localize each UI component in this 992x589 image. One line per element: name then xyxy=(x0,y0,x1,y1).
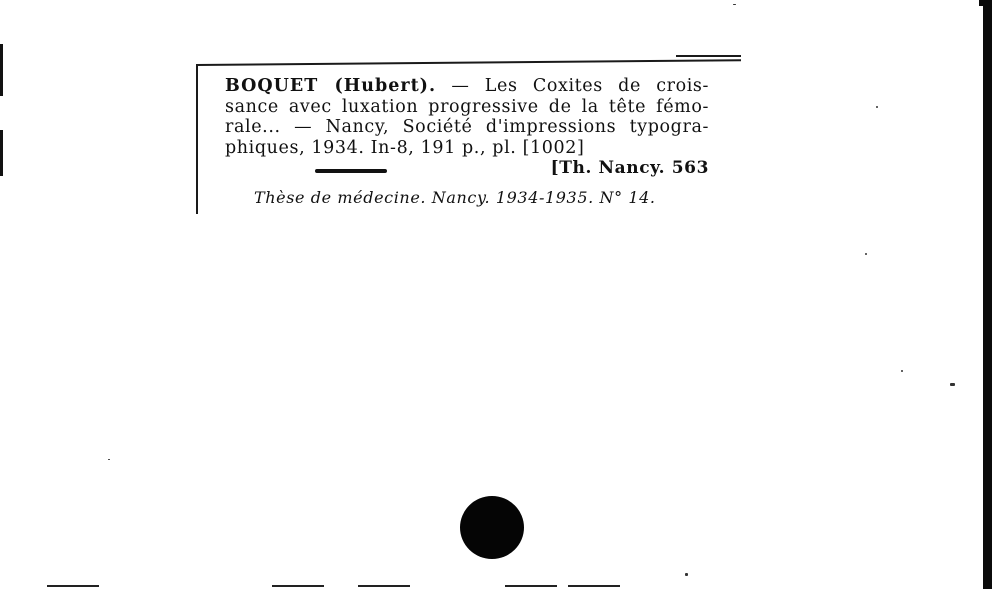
entry-text: sance avec luxation progressive de la tête fémo- xyxy=(225,96,709,117)
entry-line-4 xyxy=(225,138,709,159)
card-top-rule-overlap xyxy=(676,55,741,57)
entry-text: phiques, 1934. In-8, 191 p., pl. [1002] xyxy=(225,137,585,158)
card-left-rule xyxy=(196,66,198,214)
scan-edge-left-top xyxy=(0,44,3,96)
bottom-rule-4 xyxy=(505,585,557,587)
bottom-rule-3 xyxy=(358,585,410,587)
speck xyxy=(865,253,867,255)
speck xyxy=(685,573,688,576)
shelfmark-row xyxy=(225,158,709,178)
shelfmark: [Th. Nancy. 563 xyxy=(550,158,709,178)
author-name: BOQUET (Hubert). xyxy=(225,76,437,96)
catalogue-card xyxy=(196,64,741,214)
bibliographic-entry xyxy=(225,76,709,158)
entry-line-1 xyxy=(225,76,709,97)
speck xyxy=(108,459,110,460)
scan-edge-left-middle xyxy=(0,130,3,176)
card-top-rule xyxy=(196,59,741,66)
entry-text: — Les Coxites de crois- xyxy=(436,76,710,96)
speck xyxy=(901,370,903,372)
speck xyxy=(876,106,878,108)
entry-line-3 xyxy=(225,117,709,138)
speck xyxy=(950,383,955,386)
thesis-note: Thèse de médecine. Nancy. 1934-1935. N° 14. xyxy=(254,188,656,207)
punch-hole xyxy=(460,496,524,559)
scan-edge-right xyxy=(983,0,992,589)
speck xyxy=(733,4,736,5)
entry-line-2 xyxy=(225,97,709,118)
bottom-rule-2 xyxy=(272,585,324,587)
bottom-rule-1 xyxy=(47,585,99,587)
scan-edge-right-notch xyxy=(979,0,983,6)
entry-text: rale... — Nancy, Société d'impressions typogra- xyxy=(225,117,709,137)
handwritten-underline xyxy=(315,169,387,173)
bottom-rule-5 xyxy=(568,585,620,587)
